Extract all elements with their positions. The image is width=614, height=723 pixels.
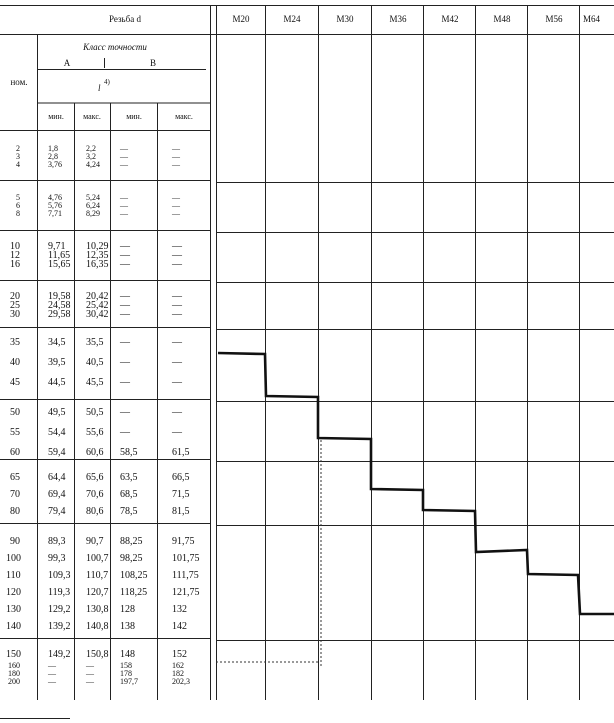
cell-b-max: 182 xyxy=(172,669,184,678)
cell-b-max: 202,3 xyxy=(172,677,190,686)
cell-b-max: — xyxy=(172,152,180,161)
cell-a-max: 150,8 xyxy=(86,649,109,660)
size-m24: M24 xyxy=(283,14,301,24)
cell-b-max: — xyxy=(172,241,182,252)
cell-a-min: — xyxy=(48,661,56,670)
cell-b-min: — xyxy=(120,201,128,210)
cell-nom: 20 xyxy=(10,291,20,302)
cell-b-max: — xyxy=(172,160,180,169)
cell-b-min: 63,5 xyxy=(120,472,138,483)
size-m36: M36 xyxy=(389,14,407,24)
cell-nom: 45 xyxy=(10,377,20,388)
cell-b-max: 152 xyxy=(172,649,187,660)
cell-b-min: — xyxy=(120,152,128,161)
size-m30: M30 xyxy=(336,14,354,24)
cell-a-min: 59,4 xyxy=(48,447,66,458)
cell-b-max: — xyxy=(172,300,182,311)
cell-b-max: — xyxy=(172,357,182,368)
cell-nom: 150 xyxy=(6,649,21,660)
min-a-label: мин. xyxy=(48,112,64,121)
cell-a-min: 24,58 xyxy=(48,300,71,311)
cell-b-min: 138 xyxy=(120,621,135,632)
cell-a-max: 20,42 xyxy=(86,291,109,302)
cell-a-max: — xyxy=(86,661,94,670)
cell-a-max: 120,7 xyxy=(86,587,109,598)
size-m64: M64 xyxy=(583,14,601,24)
cell-nom: 100 xyxy=(6,553,21,564)
cell-nom: 12 xyxy=(10,250,20,261)
cell-a-min: — xyxy=(48,677,56,686)
cell-b-max: 121,75 xyxy=(172,587,200,598)
cell-nom: 110 xyxy=(6,570,21,581)
cell-a-max: 110,7 xyxy=(86,570,109,581)
cell-b-min: 78,5 xyxy=(120,506,138,517)
cell-b-min: — xyxy=(120,259,130,270)
cell-nom: 55 xyxy=(10,427,20,438)
cell-a-min: 149,2 xyxy=(48,649,71,660)
cell-b-max: — xyxy=(172,259,182,270)
cell-a-min: 19,58 xyxy=(48,291,71,302)
cell-b-min: — xyxy=(120,427,130,438)
cell-nom: 6 xyxy=(16,201,20,210)
cell-a-min: 109,3 xyxy=(48,570,71,581)
thread-title: Резьба d xyxy=(109,14,141,24)
cell-a-min: 119,3 xyxy=(48,587,71,598)
cell-b-max: — xyxy=(172,309,182,320)
cell-b-max: 101,75 xyxy=(172,553,200,564)
max-b-label: макс. xyxy=(175,112,193,121)
cell-a-max: — xyxy=(86,677,94,686)
cell-a-max: 12,35 xyxy=(86,250,109,261)
cell-a-min: 11,65 xyxy=(48,250,71,261)
max-a-label: макс. xyxy=(83,112,101,121)
cell-b-min: — xyxy=(120,160,128,169)
cell-b-max: — xyxy=(172,337,182,348)
cell-b-max: 111,75 xyxy=(172,570,199,581)
cell-b-max: — xyxy=(172,377,182,388)
cell-a-max: 90,7 xyxy=(86,536,104,547)
cell-b-max: — xyxy=(172,250,182,261)
cell-a-min: 64,4 xyxy=(48,472,66,483)
cell-b-min: — xyxy=(120,209,128,218)
cell-a-max: 40,5 xyxy=(86,357,104,368)
cell-a-max: 140,8 xyxy=(86,621,109,632)
cell-b-min: 158 xyxy=(120,661,132,670)
cell-a-max: 2,2 xyxy=(86,144,96,153)
cell-nom: 4 xyxy=(16,160,20,169)
cell-a-max: 30,42 xyxy=(86,309,109,320)
cell-b-min: — xyxy=(120,144,128,153)
cell-a-max: 65,6 xyxy=(86,472,104,483)
accuracy-class-label: Класс точности xyxy=(83,42,147,52)
cell-b-min: 197,7 xyxy=(120,677,138,686)
cell-nom: 200 xyxy=(8,677,20,686)
cell-b-min: — xyxy=(120,357,130,368)
cell-nom: 65 xyxy=(10,472,20,483)
cell-b-min: 118,25 xyxy=(120,587,148,598)
cell-b-min: 148 xyxy=(120,649,135,660)
cell-a-min: 129,2 xyxy=(48,604,71,615)
size-m20: M20 xyxy=(232,14,250,24)
cell-a-max: 25,42 xyxy=(86,300,109,311)
cell-b-min: — xyxy=(120,241,130,252)
cell-a-min: 5,76 xyxy=(48,201,62,210)
cell-a-min: 2,8 xyxy=(48,152,58,161)
cell-a-max: 16,35 xyxy=(86,259,109,270)
cell-b-max: — xyxy=(172,201,180,210)
cell-b-max: — xyxy=(172,407,182,418)
cell-nom: 35 xyxy=(10,337,20,348)
cell-nom: 30 xyxy=(10,309,20,320)
cell-b-min: — xyxy=(120,407,130,418)
cell-a-max: 50,5 xyxy=(86,407,104,418)
range-staircase xyxy=(218,353,614,614)
cell-nom: 5 xyxy=(16,193,20,202)
cell-b-max: 132 xyxy=(172,604,187,615)
cell-a-min: 15,65 xyxy=(48,259,71,270)
cell-b-min: 88,25 xyxy=(120,536,143,547)
length-symbol: l xyxy=(98,83,101,93)
cell-nom: 180 xyxy=(8,669,20,678)
length-footnote: 4) xyxy=(104,78,110,86)
cell-b-max: 81,5 xyxy=(172,506,190,517)
cell-b-min: — xyxy=(120,193,128,202)
cell-nom: 60 xyxy=(10,447,20,458)
size-m42: M42 xyxy=(441,14,459,24)
cell-b-max: 162 xyxy=(172,661,184,670)
cell-b-min: — xyxy=(120,291,130,302)
class-a-label: A xyxy=(63,58,71,68)
cell-nom: 10 xyxy=(10,241,20,252)
cell-a-min: 34,5 xyxy=(48,337,66,348)
class-b-label: B xyxy=(149,58,156,68)
cell-b-max: — xyxy=(172,427,182,438)
cell-a-min: 1,8 xyxy=(48,144,58,153)
cell-a-max: 60,6 xyxy=(86,447,104,458)
cell-a-max: 100,7 xyxy=(86,553,109,564)
cell-nom: 120 xyxy=(6,587,21,598)
cell-b-max: — xyxy=(172,144,180,153)
cell-b-min: — xyxy=(120,337,130,348)
cell-b-max: — xyxy=(172,291,182,302)
cell-nom: 50 xyxy=(10,407,20,418)
cell-nom: 130 xyxy=(6,604,21,615)
cell-a-max: 70,6 xyxy=(86,489,104,500)
cell-a-max: 6,24 xyxy=(86,201,100,210)
cell-a-max: 8,29 xyxy=(86,209,100,218)
cell-nom: 70 xyxy=(10,489,20,500)
cell-a-max: 5,24 xyxy=(86,193,100,202)
cell-b-min: 68,5 xyxy=(120,489,138,500)
cell-a-min: 99,3 xyxy=(48,553,66,564)
cell-a-max: 3,2 xyxy=(86,152,96,161)
cell-nom: 3 xyxy=(16,152,20,161)
cell-nom: 80 xyxy=(10,506,20,517)
cell-a-min: 54,4 xyxy=(48,427,66,438)
cell-a-max: 80,6 xyxy=(86,506,104,517)
cell-a-max: 10,29 xyxy=(86,241,109,252)
cell-a-min: 69,4 xyxy=(48,489,66,500)
cell-nom: 25 xyxy=(10,300,20,311)
cell-a-min: 4,76 xyxy=(48,193,62,202)
cell-a-max: 45,5 xyxy=(86,377,104,388)
cell-b-min: — xyxy=(120,377,130,388)
cell-nom: 2 xyxy=(16,144,20,153)
cell-a-min: 139,2 xyxy=(48,621,71,632)
cell-a-min: 9,71 xyxy=(48,241,66,252)
cell-a-min: 7,71 xyxy=(48,209,62,218)
cell-a-min: — xyxy=(48,669,56,678)
cell-b-min: 98,25 xyxy=(120,553,143,564)
cell-b-min: — xyxy=(120,300,130,311)
cell-b-min: 58,5 xyxy=(120,447,138,458)
cell-a-min: 44,5 xyxy=(48,377,66,388)
cell-b-max: 71,5 xyxy=(172,489,190,500)
cell-nom: 40 xyxy=(10,357,20,368)
cell-nom: 160 xyxy=(8,661,20,670)
cell-b-min: — xyxy=(120,250,130,261)
size-m56: M56 xyxy=(545,14,563,24)
cell-nom: 8 xyxy=(16,209,20,218)
cell-b-max: — xyxy=(172,193,180,202)
cell-a-min: 89,3 xyxy=(48,536,66,547)
cell-a-min: 29,58 xyxy=(48,309,71,320)
cell-b-min: 178 xyxy=(120,669,132,678)
size-m48: M48 xyxy=(493,14,511,24)
min-b-label: мин. xyxy=(126,112,142,121)
cell-a-max: 130,8 xyxy=(86,604,109,615)
cell-b-max: 61,5 xyxy=(172,447,190,458)
cell-b-max: 142 xyxy=(172,621,187,632)
cell-a-max: 55,6 xyxy=(86,427,104,438)
cell-b-max: 66,5 xyxy=(172,472,190,483)
cell-a-min: 49,5 xyxy=(48,407,66,418)
cell-a-max: 35,5 xyxy=(86,337,104,348)
cell-a-min: 39,5 xyxy=(48,357,66,368)
cell-nom: 16 xyxy=(10,259,20,270)
cell-b-min: 128 xyxy=(120,604,135,615)
cell-nom: 90 xyxy=(10,536,20,547)
nominal-label: ном. xyxy=(10,77,28,87)
cell-b-max: — xyxy=(172,209,180,218)
cell-a-min: 79,4 xyxy=(48,506,66,517)
cell-b-min: — xyxy=(120,309,130,320)
cell-b-max: 91,75 xyxy=(172,536,195,547)
cell-b-min: 108,25 xyxy=(120,570,148,581)
cell-nom: 140 xyxy=(6,621,21,632)
cell-a-max: 4,24 xyxy=(86,160,100,169)
cell-a-max: — xyxy=(86,669,94,678)
cell-a-min: 3,76 xyxy=(48,160,62,169)
